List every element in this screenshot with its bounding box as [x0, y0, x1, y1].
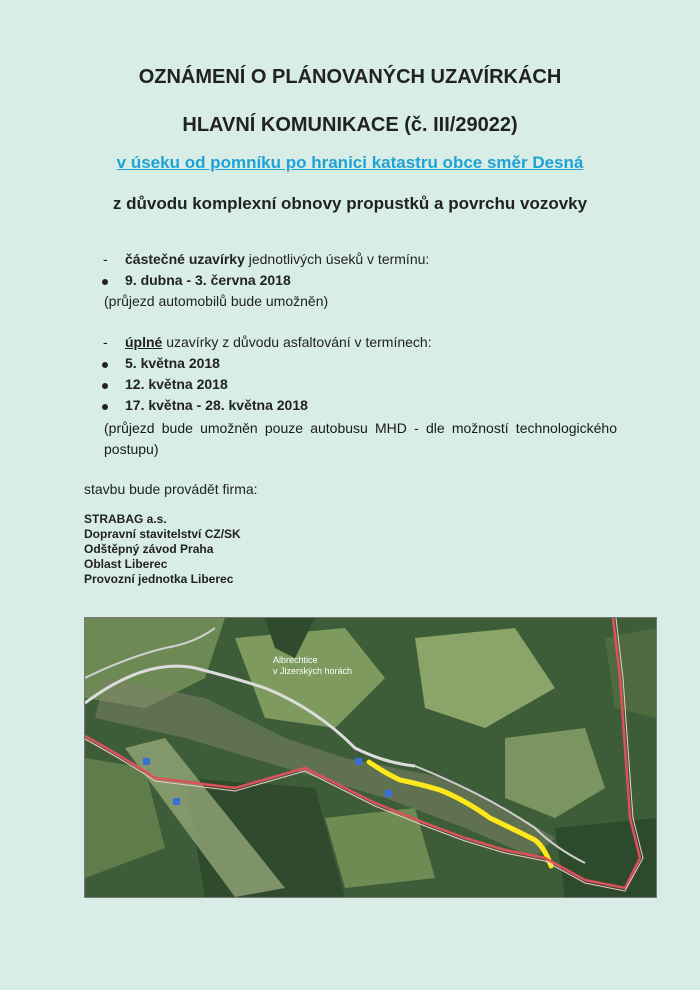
contractor-line: Odštěpný závod Praha	[84, 542, 214, 556]
notice-title: OZNÁMENÍ O PLÁNOVANÝCH UZAVÍRKÁCH	[138, 66, 562, 88]
full-closure-text: uzavírky z důvodu asfaltování v termínech:	[162, 334, 432, 350]
partial-closure-label: částečné uzavírky	[125, 251, 245, 267]
list-dash: -	[103, 334, 108, 350]
contractor-line: Provozní jednotka Liberec	[84, 572, 234, 586]
list-dash: -	[103, 251, 108, 267]
map-label: Albrechtice	[273, 655, 318, 665]
partial-closure-heading	[125, 251, 429, 267]
bullet-icon	[102, 404, 108, 410]
notice-road-title: HLAVNÍ KOMUNIKACE (č. III/29022)	[182, 114, 518, 136]
full-closure-label: úplné	[125, 334, 163, 350]
closure-map	[84, 617, 657, 898]
full-closure-heading	[125, 334, 432, 350]
contractor-line: Oblast Liberec	[84, 557, 168, 571]
closure-reason: z důvodu komplexní obnovy propustků a povrchu vozovky	[112, 194, 588, 213]
contractor-line: STRABAG a.s.	[84, 512, 167, 526]
map-label: v Jizerských horách	[273, 666, 353, 676]
satellite-map	[85, 618, 656, 897]
partial-closure-note: (průjezd automobilů bude umožněn)	[104, 293, 329, 309]
bullet-icon	[102, 383, 108, 389]
full-closure-date: 12. května 2018	[125, 376, 228, 392]
section-description: v úseku od pomníku po hranici katastru obce směr Desná	[116, 153, 584, 172]
bullet-icon	[102, 279, 108, 285]
partial-closure-text: jednotlivých úseků v termínu:	[244, 251, 430, 267]
full-closure-note: (průjezd bude umožněn pouze autobusu MHD - dle možností technologického postupu)	[104, 420, 617, 457]
partial-closure-date: 9. dubna - 3. června 2018	[125, 272, 291, 288]
contractor-intro: stavbu bude provádět firma:	[84, 481, 258, 497]
bullet-icon	[102, 362, 108, 368]
contractor-line: Dopravní stavitelství CZ/SK	[84, 527, 241, 541]
full-closure-date: 5. května 2018	[125, 355, 220, 371]
full-closure-date: 17. května - 28. května 2018	[125, 397, 308, 413]
